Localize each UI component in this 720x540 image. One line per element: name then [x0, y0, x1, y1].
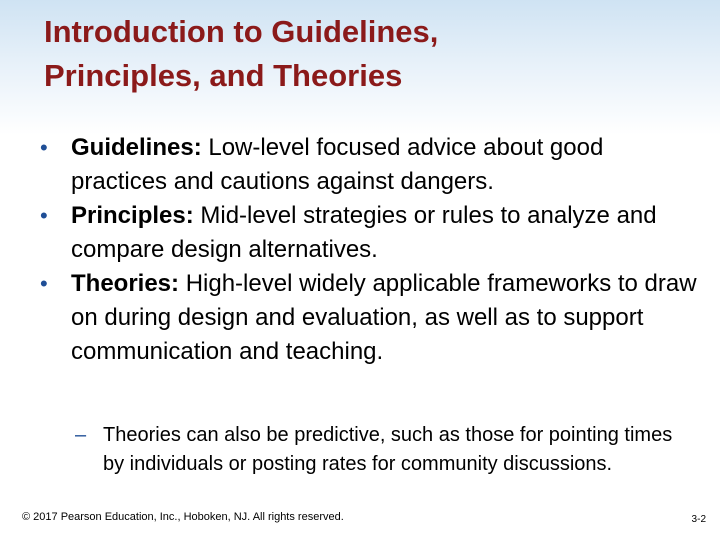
sub-bullet [75, 421, 675, 479]
bullet-text: Low-level focused advice about good practices and cautions against dangers. [71, 134, 604, 195]
sub-bullet-marker: – [75, 424, 87, 446]
slide-title-line-2: Principles, and Theories [44, 58, 403, 93]
bullet-principles [40, 199, 700, 267]
bullet-term: Principles: [71, 202, 194, 229]
bullet-term: Theories: [71, 270, 180, 297]
sub-bullet-text: Theories can also be predictive, such as those for pointing times by individuals or posting rates for community discussions. [103, 424, 673, 475]
copyright-footer: © 2017 Pearson Education, Inc., Hoboken, NJ. All rights reserved. [22, 511, 344, 523]
bullet-list [40, 131, 700, 369]
slide-title [44, 10, 684, 98]
bullet-marker: • [40, 271, 48, 296]
bullet-marker: • [40, 135, 48, 160]
bullet-theories [40, 267, 700, 369]
page-number: 3-2 [691, 514, 706, 525]
bullet-text: High-level widely applicable frameworks to draw on during design and evaluation, as well as to support communication and teaching. [71, 270, 697, 365]
bullet-guidelines [40, 131, 700, 199]
bullet-marker: • [40, 203, 48, 228]
bullet-term: Guidelines: [71, 134, 202, 161]
slide-title-line-1: Introduction to Guidelines, [44, 14, 439, 49]
bullet-text: Mid-level strategies or rules to analyze and compare design alternatives. [71, 202, 657, 263]
